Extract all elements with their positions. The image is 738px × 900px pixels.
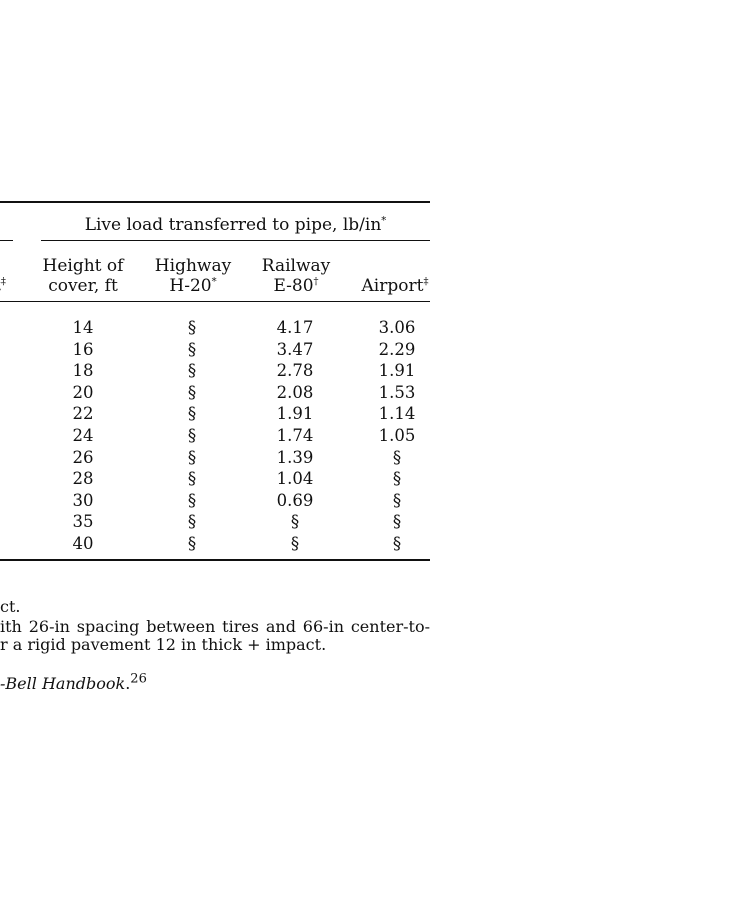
cell-airport: § [392,469,402,489]
table-row [0,318,738,340]
cell-height: 14 [72,318,94,337]
cell-airport: 1.53 [378,382,416,402]
cell-height: 18 [72,361,94,381]
cell-height: 20 [72,382,94,402]
cell-height: 40 [72,533,94,553]
cell-railway: § [290,533,300,553]
cell-highway: § [187,490,197,510]
cell-height: 30 [72,490,94,510]
footnote-line-2: ith 26-in spacing between tires and 66-in center-to- [0,617,430,636]
cell-railway: 0.69 [276,490,314,510]
header-bottom-rule [0,301,430,302]
table-body [0,318,738,556]
cell-airport: § [392,447,402,467]
cell-highway: § [187,425,197,445]
cell-highway: § [187,404,197,424]
cell-airport: § [392,512,402,532]
table-row [0,534,738,556]
table-row [0,491,738,513]
cell-airport: 2.29 [378,339,416,359]
cell-airport: 1.14 [378,404,416,424]
cell-airport: § [392,533,402,553]
cell-highway: § [187,382,197,402]
clipped-column-header: ‡ [0,276,6,288]
table-row [0,426,738,448]
table-bottom-rule [0,559,430,561]
cell-highway: § [187,361,197,381]
cell-highway: § [187,318,197,337]
cell-airport: 3.06 [378,318,416,337]
footnote-line-1: ct. [0,597,21,616]
cell-railway: 2.78 [276,361,314,381]
source-note: -Bell Handbook.$^{26}$ [0,671,147,693]
cell-railway: 1.74 [276,425,314,445]
table-row [0,469,738,491]
cell-highway: § [187,447,197,467]
cell-height: 24 [72,425,94,445]
column-header-highway: Highway H-20* [154,256,232,296]
table-row [0,448,738,470]
column-header-height-of-cover: Height of cover, ft [42,256,124,296]
column-header-railway: Railway E-80† [261,256,331,296]
table-row [0,383,738,405]
cell-height: 16 [72,339,94,359]
cell-highway: § [187,469,197,489]
group-header-rule [41,240,430,241]
column-header-airport: Airport‡ [361,276,429,296]
cell-railway: 3.47 [276,339,314,359]
live-load-group-header: Live load transferred to pipe, lb/in* [84,215,387,235]
table-row [0,340,738,362]
cell-railway: § [290,512,300,532]
cell-railway: 4.17 [276,318,314,337]
cell-highway: § [187,339,197,359]
cell-height: 26 [72,447,94,467]
table-row [0,404,738,426]
cell-railway: 1.39 [276,447,314,467]
table-top-rule [0,201,430,203]
footnote-line-3: r a rigid pavement 12 in thick + impact. [0,635,327,654]
table-row [0,361,738,383]
cell-railway: 2.08 [276,382,314,402]
cell-railway: 1.04 [276,469,314,489]
cell-height: 28 [72,469,94,489]
cell-highway: § [187,533,197,553]
left-group-rule [0,240,13,241]
cell-airport: 1.05 [378,425,416,445]
cell-railway: 1.91 [276,404,314,424]
cell-airport: 1.91 [378,361,416,381]
cell-height: 22 [72,404,94,424]
cell-airport: § [392,490,402,510]
table-row [0,512,738,534]
cell-highway: § [187,512,197,532]
cell-height: 35 [72,512,94,532]
